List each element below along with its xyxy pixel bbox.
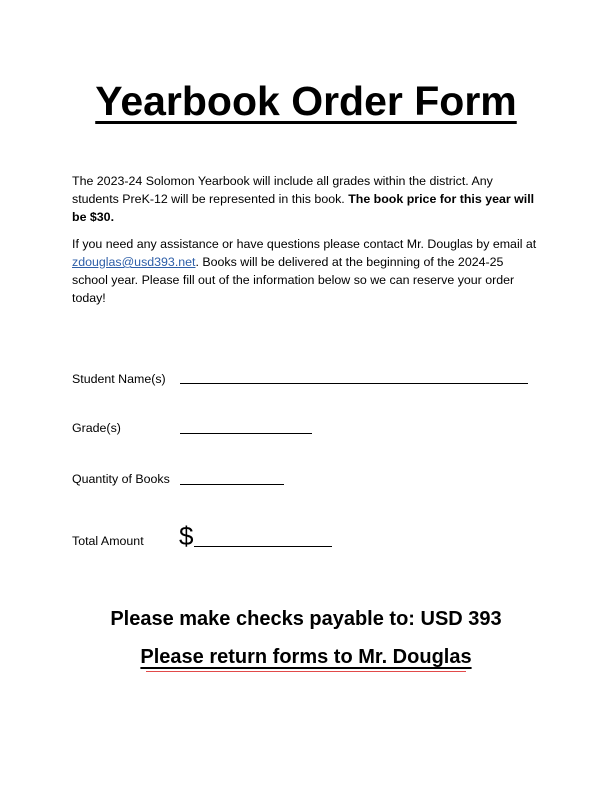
grades-line[interactable]	[180, 433, 312, 434]
grades-label: Grade(s)	[72, 421, 121, 435]
spellcheck-underline	[146, 671, 466, 672]
quantity-line[interactable]	[180, 484, 284, 485]
intro-paragraph-2	[72, 235, 542, 307]
email-link[interactable]: zdouglas@usd393.net	[72, 255, 196, 269]
quantity-field	[72, 470, 170, 488]
total-line[interactable]	[194, 546, 332, 547]
checks-payable-notice: Please make checks payable to: USD 393	[110, 608, 502, 630]
student-names-field	[72, 370, 166, 388]
total-label: Total Amount	[72, 534, 144, 548]
delivery-text: . Books will be delivered at the beginning of the 2024-25 school year. Please fill out of the information below so we can reserve your order today!	[72, 255, 515, 305]
dollar-sign: $	[179, 521, 194, 551]
price-statement: The book price for this year will be $30.	[72, 192, 535, 224]
contact-text: If you need any assistance or have questions please contact Mr. Douglas by email at	[72, 237, 537, 251]
page-title: Yearbook Order Form	[95, 78, 517, 124]
intro-paragraph-1	[72, 172, 542, 226]
return-forms-notice: Please return forms to Mr. Douglas	[140, 646, 472, 668]
student-names-line[interactable]	[180, 383, 528, 384]
intro-text: The 2023-24 Solomon Yearbook will include all grades within the district. Any students PreK-12 will be represented in this book.	[72, 174, 493, 206]
grades-field	[72, 419, 121, 437]
quantity-label: Quantity of Books	[72, 472, 170, 486]
student-names-label: Student Name(s)	[72, 372, 166, 386]
total-field	[72, 532, 144, 550]
